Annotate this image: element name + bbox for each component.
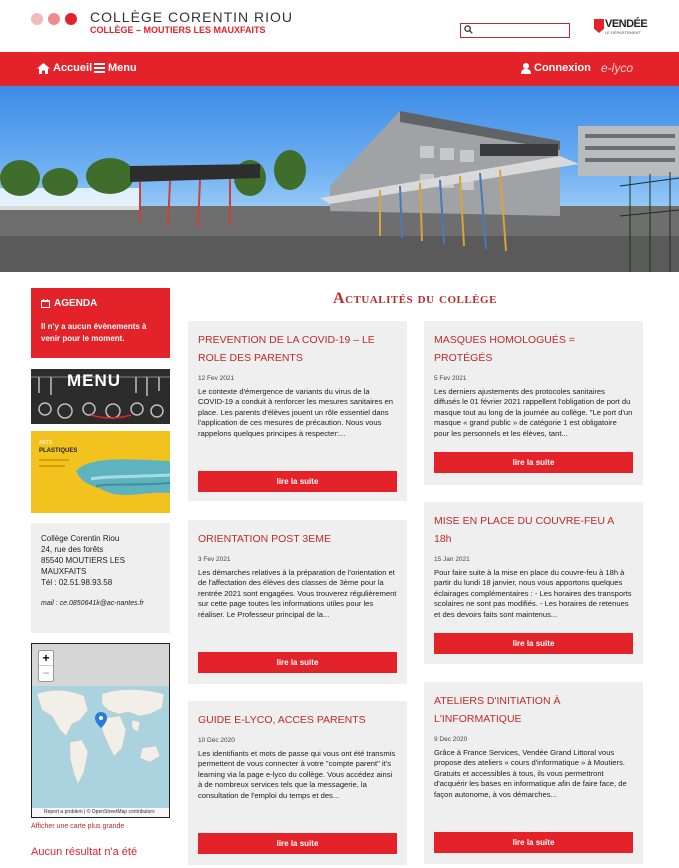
news-card-title[interactable]: MASQUES HOMOLOGUÉS = PROTÉGÉS xyxy=(434,334,575,364)
agenda-empty-message: Il n'y a aucun évènements à venir pour le moment. xyxy=(41,322,147,343)
site-title[interactable]: COLLÈGE CORENTIN RIOU xyxy=(90,9,294,25)
logo-dot xyxy=(48,13,60,25)
news-card-title[interactable]: ATELIERS D'INITIATION À L'INFORMATIQUE xyxy=(434,695,561,725)
news-card-title[interactable]: ORIENTATION POST 3EME xyxy=(198,533,332,545)
map-attribution[interactable]: Report a problem | © OpenStreetMap contributors xyxy=(44,809,155,815)
vendee-heart-icon xyxy=(594,19,604,33)
read-more-button[interactable]: lire la suite xyxy=(198,833,397,854)
no-result-text: Aucun résultat n'a été xyxy=(31,846,138,858)
news-card-date: 3 Fev 2021 xyxy=(198,556,231,563)
search-input[interactable] xyxy=(475,24,567,37)
news-card-title[interactable]: PREVENTION DE LA COVID-19 – LE ROLE DES PARENTS xyxy=(198,334,375,364)
news-card xyxy=(424,321,643,485)
news-card-title[interactable]: MISE EN PLACE DU COUVRE-FEU A 18h xyxy=(434,515,614,545)
vendee-logo-subtext: LE DÉPARTEMENT xyxy=(605,30,641,35)
news-card-excerpt: Les démarches relatives à la préparation de l'orientation et de l'affectation des élèves des classes de 3ème pour la rentrée 2021 sont engagées. Vous trouverez régulièrement sur cette page toutes les informations utiles pour les réaliser. Le Professeur principal de la... xyxy=(198,568,397,619)
contact-block xyxy=(31,523,170,633)
arts-banner-line1: ARTS xyxy=(39,440,53,446)
agenda-header xyxy=(41,298,160,309)
map-zoom-out-button[interactable]: − xyxy=(42,666,50,680)
painted-hand-illustration xyxy=(31,431,170,513)
home-icon xyxy=(37,63,50,74)
read-more-button[interactable]: lire la suite xyxy=(434,633,633,654)
news-card-excerpt: Le contexte d'émergence de variants du virus de la COVID-19 a conduit à renforcer les mesures sanitaires en place. Les parents d'élèves jouent un rôle essentiel dans l'application de ces mesures de précaution. Nous vous rappelons quelques principes à respecter:... xyxy=(198,387,393,438)
menu-banner-text: MENU xyxy=(67,371,122,390)
news-card-date: 9 Dec 2020 xyxy=(434,736,468,743)
agenda-widget xyxy=(31,288,170,358)
calendar-icon xyxy=(41,299,50,308)
news-card xyxy=(188,701,407,865)
nav-login-label: Connexion xyxy=(534,62,591,74)
contact-phone: Tél : 02.51.98.93.58 xyxy=(41,578,113,587)
main-nav xyxy=(0,52,679,86)
top-header xyxy=(0,0,679,52)
elyco-link[interactable]: e-lyco xyxy=(601,61,634,75)
arts-banner-line2: PLASTIQUES xyxy=(39,448,78,454)
nav-home[interactable] xyxy=(37,62,92,74)
contact-line: 24, rue des forêts xyxy=(41,545,104,554)
news-card xyxy=(424,682,643,864)
nav-menu-label: Menu xyxy=(108,62,137,74)
hero-banner-image xyxy=(0,86,679,272)
news-card-excerpt: Pour faire suite à la mise en place du couvre-feu à 18h à partir du lundi 18 janvier, nous vous apportons quelques éclairages complémentaires : - Les horaires des transports scolaires ne sont pas modifiés. - Les horaires de retenues et des devoirs faits sont maintenus... xyxy=(434,568,632,619)
user-icon xyxy=(521,63,531,74)
map-zoom-in-button[interactable]: + xyxy=(39,651,53,666)
logo-dot xyxy=(31,13,43,25)
news-card-date: 10 Déc 2020 xyxy=(198,737,235,744)
news-card-excerpt: Les identifiants et mots de passe qui vous ont été transmis permettent de vous connecter à votre "compte parent" it's learning via la page e-lyco du collège. Vous accédez ainsi à de nombreux services tels que la messagerie, la consultation de l'emploi du temps et des... xyxy=(198,749,396,800)
news-card-excerpt: Les derniers ajustements des protocoles sanitaires diffusés le 01 février 2021 rappellent l'obligation de port du masque tout au long de la journée au collège. "Le port d'un masque « grand public » de catégorie 1 est obligatoire pour les personnels et les élèves, tant... xyxy=(434,387,633,438)
news-card xyxy=(188,321,407,501)
vendee-logo[interactable] xyxy=(594,18,648,38)
contact-email[interactable]: mail : ce.0850641k@ac-nantes.fr xyxy=(41,600,144,607)
logo-dot xyxy=(65,13,77,25)
contact-line: 85540 MOUTIERS LES xyxy=(41,556,126,565)
agenda-title: AGENDA xyxy=(54,298,98,309)
nav-menu[interactable] xyxy=(94,62,137,74)
contact-line: Collège Corentin Riou xyxy=(41,534,120,543)
news-section-title: Actualités du collège xyxy=(333,290,497,307)
news-card-excerpt: Grâce à France Services, Vendée Grand Littoral vous propose des ateliers « cours d'informatique » à Moutiers. Gratuits et accessibles à tous, ils vous permettront d'acquérir les bases en informatique afin de faire face, de façon autonome, à vos démarches... xyxy=(434,748,627,799)
search-icon[interactable] xyxy=(464,25,473,36)
college-panorama-illustration xyxy=(0,86,679,272)
read-more-button[interactable]: lire la suite xyxy=(198,471,397,492)
map-zoom-controls xyxy=(38,650,54,682)
read-more-button[interactable]: lire la suite xyxy=(434,452,633,473)
nav-home-label: Accueil xyxy=(53,62,93,74)
hamburger-icon xyxy=(94,63,105,73)
logo-dots xyxy=(31,13,77,25)
arts-plastiques-banner[interactable] xyxy=(31,431,170,513)
contact-line: MAUXFAITS xyxy=(41,567,87,576)
news-card-date: 5 Fev 2021 xyxy=(434,375,467,382)
nav-login[interactable] xyxy=(521,62,591,74)
news-card xyxy=(188,520,407,684)
news-card xyxy=(424,502,643,664)
site-subtitle: COLLÈGE – MOUTIERS LES MAUXFAITS xyxy=(90,25,266,35)
search-box[interactable] xyxy=(460,23,570,38)
larger-map-link[interactable]: Afficher une carte plus grande xyxy=(31,823,125,830)
canteen-menu-banner[interactable] xyxy=(31,369,170,424)
news-card-date: 12 Fev 2021 xyxy=(198,375,235,382)
news-card-title[interactable]: GUIDE E-LYCO, ACCES PARENTS xyxy=(198,714,366,726)
location-map[interactable] xyxy=(31,643,170,818)
read-more-button[interactable]: lire la suite xyxy=(198,652,397,673)
vendee-logo-text: VENDÉE xyxy=(605,18,648,30)
read-more-button[interactable]: lire la suite xyxy=(434,832,633,853)
news-card-date: 15 Jan 2021 xyxy=(434,556,470,563)
